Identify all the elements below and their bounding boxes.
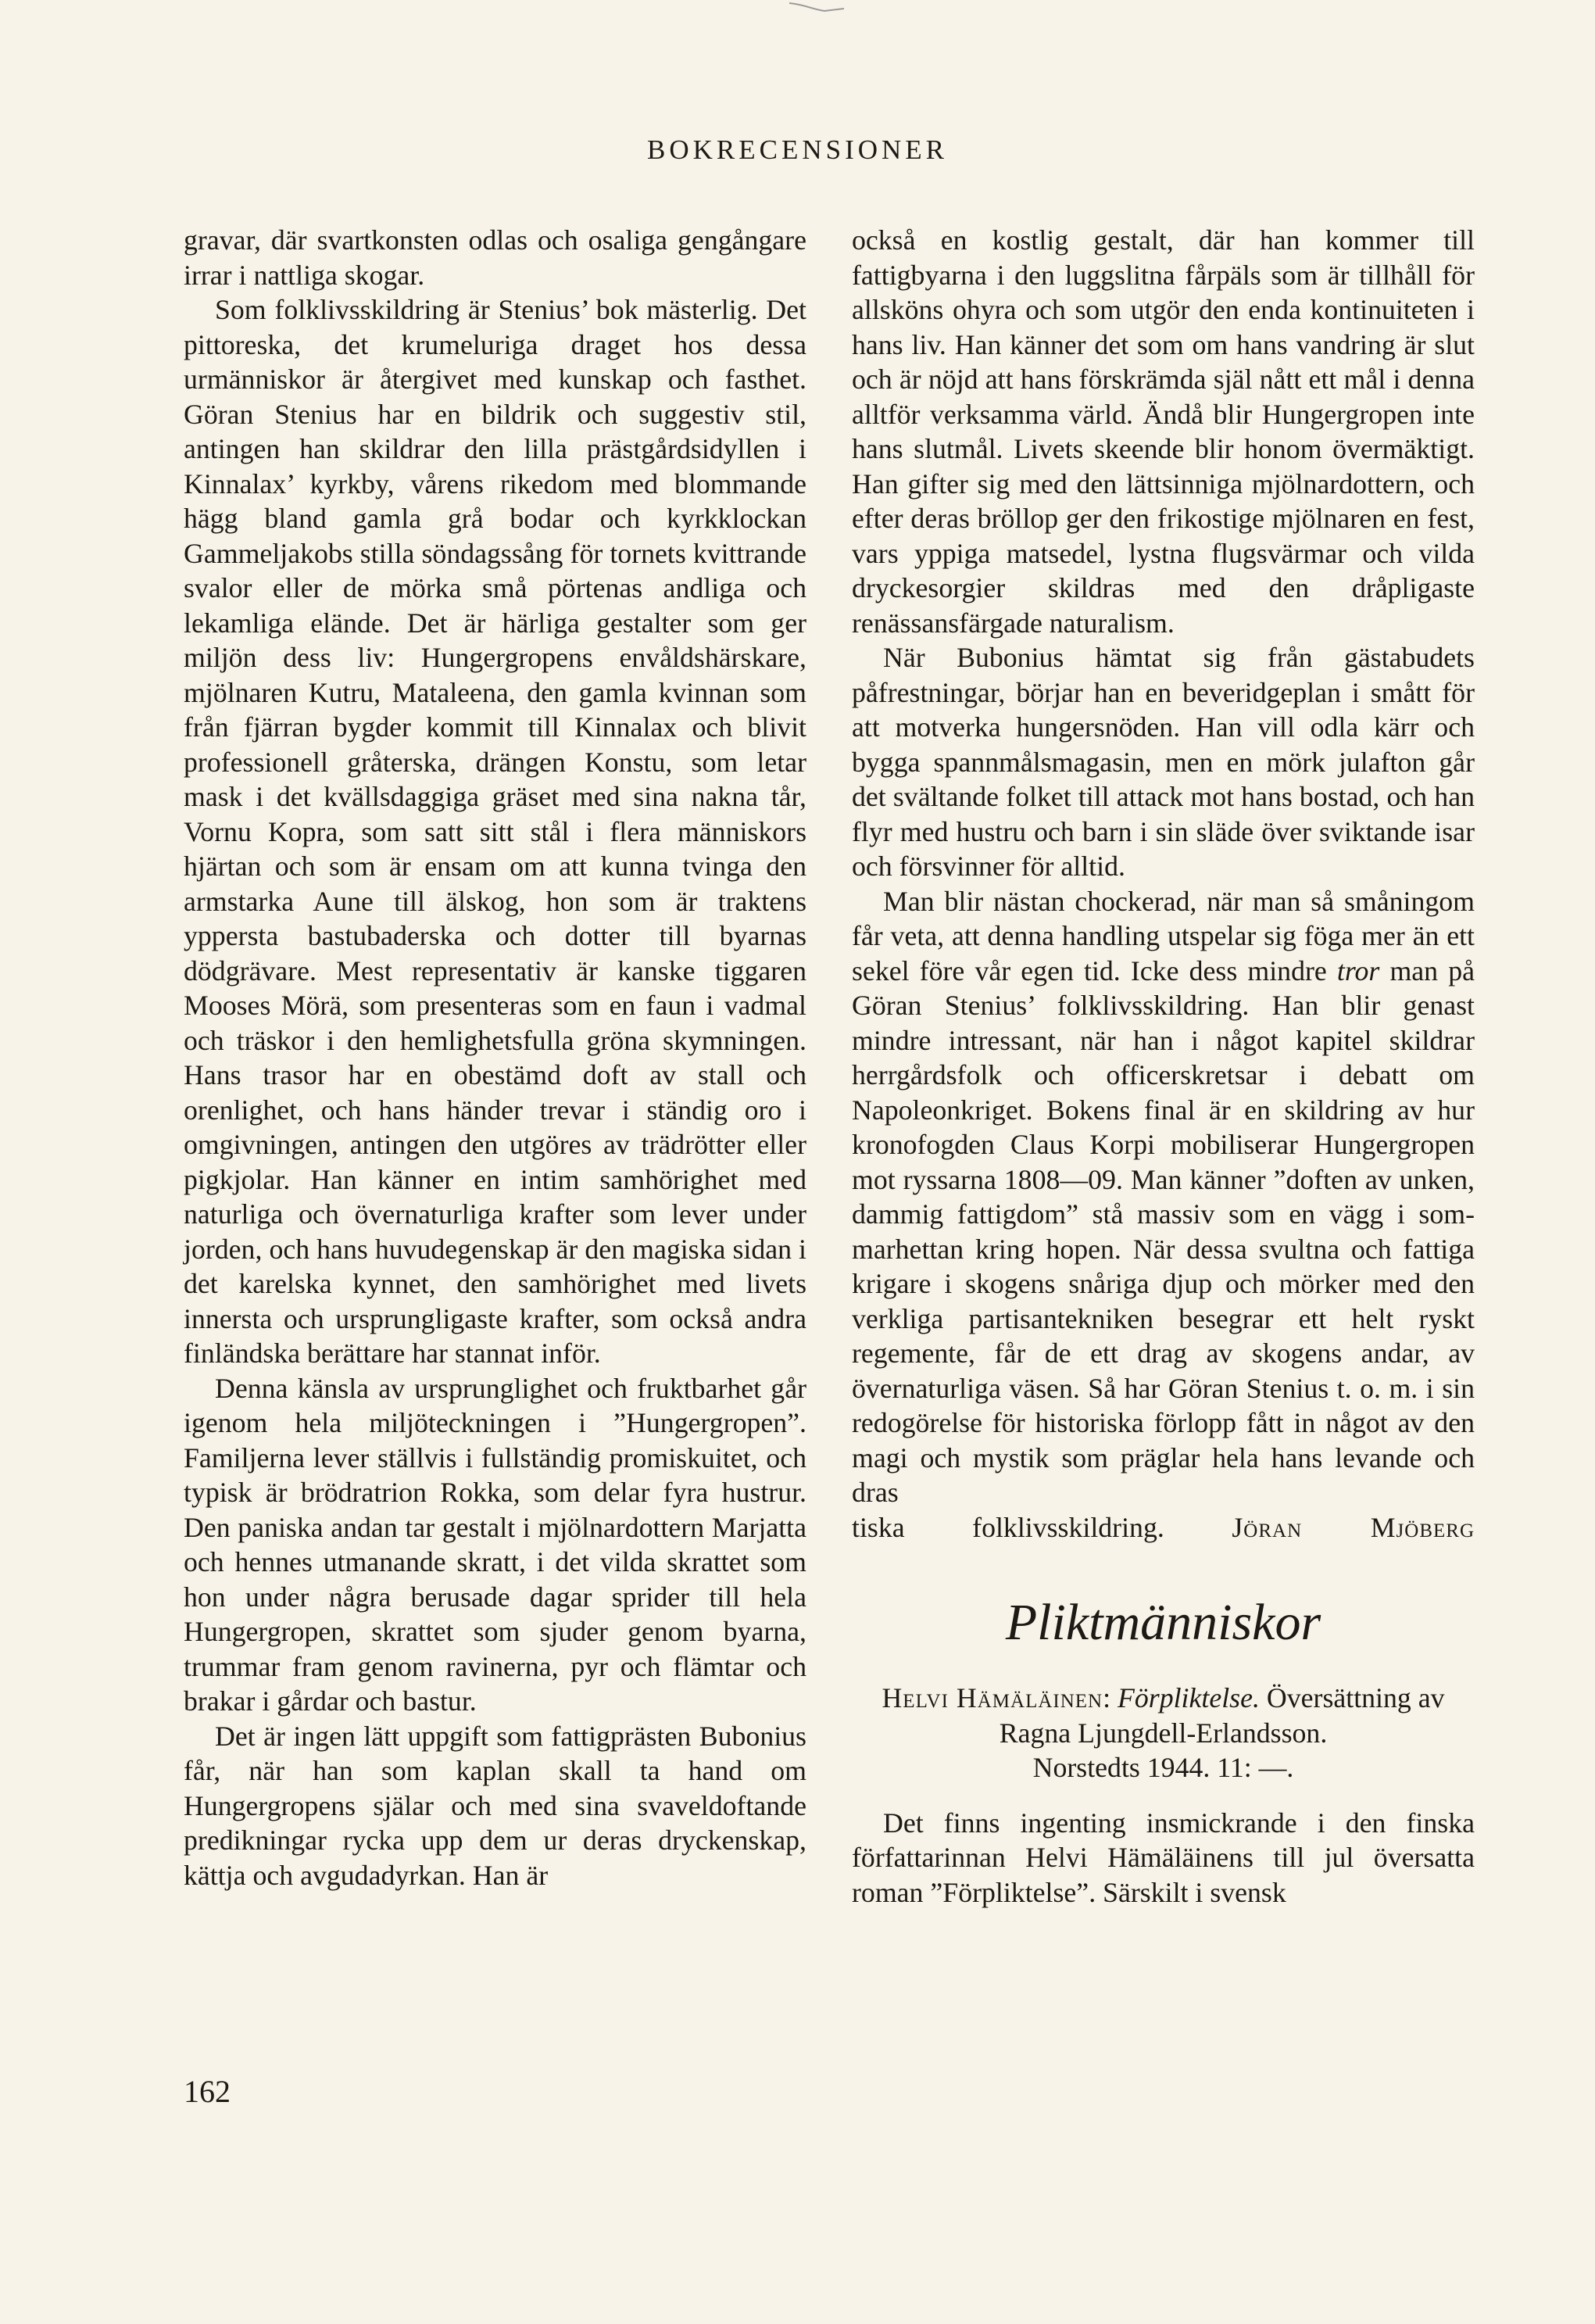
book-translation: Översättning av Ragna Ljungdell-Erlandsson. bbox=[999, 1682, 1445, 1749]
book-title: Förpliktelse. bbox=[1118, 1682, 1260, 1713]
closing-line bbox=[852, 1510, 1475, 1545]
citation-separator: : bbox=[1103, 1682, 1118, 1713]
closing-text: tiska folklivsskildring. bbox=[852, 1511, 1164, 1543]
paragraph: Denna känsla av ursprunglighet och fruktbarhet går igenom hela miljöteckningen i ”Hungergropen”. Familjerna lever ställvis i fullständig promiskuitet, och typisk är brödratrion Rokka, som delar fyra hustrur. Den paniska andan tar gestalt i mjölnardottern Marjatta och hennes utmanande skratt, i det vilda skrattet som hon under några berusade dagar sprider till hela Hungergropen, skrattet som sjuder genom byarna, trummar fram genom ravinerna, pyr och flämtar och brakar i gårdar och bastur. bbox=[184, 1372, 806, 1717]
paragraph: Det finns ingenting insmickrande i den finska författarinnan Helvi Hämäläinens till jul översatta roman ”Förpliktelse”. Särskilt i svensk bbox=[852, 1807, 1475, 1908]
reviewer-signature: Jöran Mjöberg bbox=[1232, 1511, 1475, 1543]
left-column bbox=[184, 223, 806, 1893]
paragraph: Det är ingen lätt uppgift som fattigprästen Bubonius får, när han som kaplan skall ta hand om Hungergropens själar och med sina svaveldoftande predikningar rycka upp dem ur deras dryckenskap, kättja och avgudadyrkan. Han är bbox=[184, 1720, 806, 1891]
book-citation bbox=[852, 1681, 1475, 1785]
book-author: Helvi Hämäläinen bbox=[882, 1682, 1103, 1713]
emphasis-word: tror bbox=[1336, 954, 1380, 987]
review-heading: Pliktmänniskor bbox=[1005, 1594, 1321, 1651]
paragraph-text: Man blir nästan chockerad, när man så småningom får veta, att denna handling utspelar sig föga mer än ett sekel före vår egen tid. Icke dess mindre bbox=[852, 885, 1475, 987]
scan-artifact bbox=[789, 2, 844, 13]
paragraph: Som folklivsskildring är Stenius’ bok mästerlig. Det pittoreska, det krumeluriga draget hos dessa urmänniskor är återgivet med kunskap och fasthet. Göran Stenius har en bildrik och suggestiv stil, antingen han skildrar den lilla prästgårdsidyllen i Kinnalax’ kyrkby, vårens rikedom med blommande hägg bland gamla grå bodar och kyrkklockan Gammeljakobs stilla söndagssång för tornets kvittrande svalor eller de mörka små pörtenas andliga och lekamliga elände. Det är härliga gestalter som ger miljön dess liv: Hungergropens envåldshärskare, mjölnaren Kutru, Mataleena, den gamla kvinnan som från fjärran bygder kommit till Kinnalax och blivit professionell gråterska, drängen Konstu, som letar mask i det kvällsdaggiga gräset med sina nakna tår, Vornu Kopra, som satt sitt stål i flera människors hjärtan och som är ensam om att kunna tvinga den armstarka Aune till älskog, hon som är traktens yppersta bastubaderska och dotter till byarnas dödgrävare. Mest representativ är kanske tiggaren Mooses Mörä, som presenteras som en faun i vadmal och träskor i den hemlighetsfulla gröna skymningen. Hans trasor har en obestämd doft av stall och orenlighet, och hans händer trevar i ständig oro i omgivningen, antingen den utgöres av trädrötter eller pigkjolar. Han känner en intim samhörighet med naturliga och övernaturliga krafter som lever under jorden, och hans huvudegenskap är den magiska sidan i det karelska kynnet, den samhörighet med livets innersta och ursprungligaste krafter, som också andra finländska berättare har stannat inför. bbox=[184, 294, 806, 1369]
paragraph: När Bubonius hämtat sig från gästabudets påfrestningar, börjar han en beveridgeplan i smått för att motverka hungersnöden. Han vill odla kärr och bygga spannmålsmagasin, men en mörk julafton går det svältande folket till attack mot hans bostad, och han flyr med hustru och barn i sin släde över sviktande isar och försvinner för alltid. bbox=[852, 642, 1475, 882]
paragraph: också en kostlig gestalt, där han kommer till fattigbyarna i den luggslitna fårpäls som är tillhåll för allsköns ohyra och som utgör den enda kontinuiteten i hans liv. Han känner det som om hans vandring är slut och är nöjd att hans förskrämda själ nått ett mål i denna alltför verksamma värld. Ändå blir Hungergropen inte hans slutmål. Livets skeende blir honom övermäktigt. Han gifter sig med den lättsinniga mjölnardottern, och efter deras bröllop ger den frikostige mjölnaren en fest, vars yppiga matsedel, lystna flugsvärmar och vilda dryckesorgier skildras med den dråpligaste renässansfärgade naturalism. bbox=[852, 224, 1475, 639]
paragraph-text: man på Göran Stenius’ folklivsskildring. Han blir genast mindre intressant, när han i något kapitel skildrar herrgårdsfolk och officerskretsar i debatt om Napoleonkriget. Bokens final är en skildring av hur kronofogden Claus Korpi mobiliserar Hungergropen mot ryssarna 1808—09. Man känner ”doften av unken, dammig fattigdom” stå massiv som en vägg i sommarhettan kring hopen. När dessa svultna och fattiga krigare i skogens snåriga djup och mörker med den verkliga partisantekniken besegrar ett helt ryskt regemente, får de ett drag av skogens andar, av övernaturliga väsen. Så har Göran Stenius t. o. m. i sin redogörelse för historiska förlopp fått in något av den magi och mystik som präglar hela hans levande och dras bbox=[852, 954, 1475, 1508]
running-head: BOKRECENSIONER bbox=[646, 134, 949, 165]
paragraph bbox=[852, 884, 1475, 1510]
book-publisher: Norstedts 1944. 11: —. bbox=[1032, 1752, 1294, 1783]
paragraph: gravar, där svartkonsten odlas och osaliga gengångare irrar i nattliga skogar. bbox=[184, 224, 806, 291]
right-column bbox=[852, 223, 1475, 1910]
page-number: 162 bbox=[184, 2074, 231, 2109]
